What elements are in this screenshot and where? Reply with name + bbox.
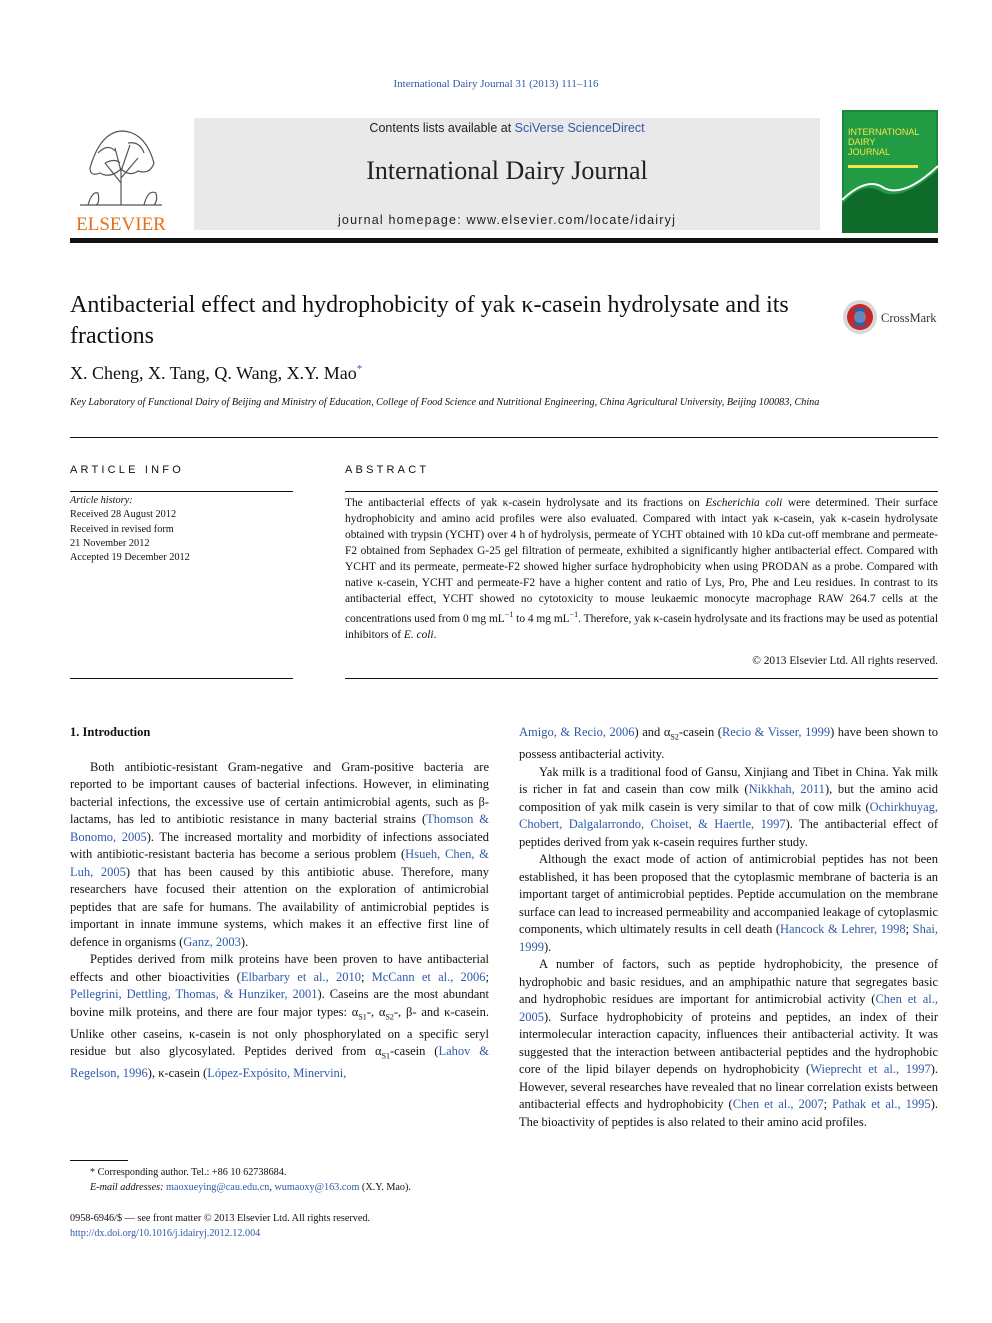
article-info-bottom-rule (70, 678, 293, 679)
citation-link[interactable]: Hsueh, Chen, & Luh, 2005 (70, 847, 489, 879)
svg-text:JOURNAL: JOURNAL (848, 147, 891, 157)
email-line: E-mail addresses: maoxueying@cau.edu.cn, wumaoxy@163.com (X.Y. Mao). (90, 1182, 411, 1193)
citation-link[interactable]: Chen et al., 2005 (519, 992, 938, 1024)
body-paragraph: A number of factors, such as peptide hydrophobicity, the presence of hydrophobic and basic residues, and an amphipathic nature that segregates basic and hydrophobic residues are important for antimicrobial activity (Chen et al., 2005). Surface hydrophobicity of proteins and peptides, an index of their intermolecular interaction capacity, influences their antibacterial activity. It was suggested that the interaction between antibacterial peptides and the hydrophobic core of the lipid bilayer depends on hydrophobicity (Wieprecht et al., 1997). However, several researches have revealed that no linear correlation exists between antibacterial effects and hydrophobicity (Chen et al., 2007; Pathak et al., 1995). The bioactivity of peptides is also related to their amino acid profiles. (519, 957, 939, 1129)
article-info-heading: ARTICLE INFO (70, 464, 184, 476)
citation-link[interactable]: Pellegrini, Dettling, Thomas, & Hunziker, 2001 (70, 987, 318, 1001)
citation-link[interactable]: Nikkhah, 2011 (748, 782, 825, 796)
body-paragraph: Although the exact mode of action of antimicrobial peptides has not been established, it has been proposed that the cytoplasmic membrane of bacteria is an important target of antimicrobial peptides. Peptide accumulation on the membrane surface can lead to increased permeability and accompanied leakage of cytoplasmic components, which ultimately results in cell death (Hancock & Lehrer, 1998; Shai, 1999). (519, 852, 938, 954)
journal-homepage[interactable]: journal homepage: www.elsevier.com/locate/idairyj (337, 213, 677, 227)
history-item: Received in revised form (70, 523, 174, 535)
section-heading-introduction: 1. Introduction (70, 725, 151, 739)
article-info-rule (70, 491, 293, 492)
abstract-rule (345, 491, 938, 492)
body-paragraph: Both antibiotic-resistant Gram-negative and Gram-positive bacteria are reported to be important causes of bacterial infections. However, in eliminating bacterial infections, the excessive use of certain antimicrobial agents, such as β-lactams, has led to antibiotic resistance in many bacterial strains (Thomson & Bonomo, 2005). The increased mortality and morbidity of infections associated with antibiotic-resistant bacteria has become a serious problem (Hsueh, Chen, & Luh, 2005) that has been caused by this antibiotic abuse. Therefore, many researchers have focused their attention on the exploration of antimicrobial peptides that are safe for humans. The availability of antimicrobial peptides is important in innate immune systems, which makes it an effective first line of defence in organisms (Ganz, 2003). (70, 759, 490, 949)
body-column-right (519, 724, 938, 1131)
svg-text:INTERNATIONAL: INTERNATIONAL (848, 127, 920, 137)
article-history (70, 494, 190, 565)
citation-link[interactable]: Elbarbary et al., 2010 (240, 969, 361, 984)
citation-link[interactable]: López-Expósito, Minervini, (207, 1066, 347, 1080)
history-item: Accepted 19 December 2012 (70, 552, 190, 564)
body-column-left (70, 724, 489, 1083)
author-affiliation: Key Laboratory of Functional Dairy of Beijing and Ministry of Education, College of Food Science and Nutritional Engineering, China Agricultural University, Beijing 100083, China (70, 397, 820, 408)
citation-link[interactable]: Ochirkhuyag, Chobert, Dalgalarrondo, Choiset, & Haertle, 1997 (519, 799, 938, 831)
journal-cover-thumbnail[interactable] (842, 110, 938, 233)
citation-link[interactable]: Recio & Visser, 1999 (721, 725, 831, 739)
citation-link[interactable]: Pathak et al., 1995 (832, 1097, 931, 1111)
citation-link[interactable]: Shai, 1999 (519, 922, 938, 954)
issn-block (70, 1212, 370, 1241)
contents-prefix: Contents lists available at (369, 121, 515, 135)
svg-text:CrossMark: CrossMark (881, 311, 937, 325)
citation-link[interactable]: McCann et al., 2006 (371, 969, 486, 984)
contents-available-line (194, 121, 820, 135)
email-suffix: (X.Y. Mao). (361, 1182, 411, 1193)
title-rule (70, 437, 938, 438)
abstract-bottom-rule (345, 678, 938, 679)
issn-line: 0958-6946/$ — see front matter © 2013 Elsevier Ltd. All rights reserved. (70, 1213, 370, 1224)
citation-link[interactable]: Amigo, & Recio, 2006 (519, 725, 635, 739)
article-title: Antibacterial effect and hydrophobicity of yak κ-casein hydrolysate and its fractions (70, 292, 789, 349)
citation-link[interactable]: Hancock & Lehrer, 1998 (780, 922, 906, 936)
sciencedirect-link[interactable]: SciVerse ScienceDirect (514, 121, 645, 135)
abstract-heading: ABSTRACT (345, 464, 430, 476)
citation-link[interactable]: Thomson & Bonomo, 2005 (70, 812, 490, 844)
citation-link[interactable]: Lahov & Regelson, 1996 (70, 1044, 489, 1080)
svg-text:DAIRY: DAIRY (848, 137, 876, 147)
abstract-text: The antibacterial effects of yak κ-casein hydrolysate and its fractions on Escherichia coli were determined. Their surface hydrophobicity and amino acid profiles were also evaluated. Compared with intact yak κ-casein, yak κ-casein hydrolysate obtained with trypsin (YCHT) over 4 h of hydrolysis, permeate of YCHT obtained with 10 kDa cut-off membrane and permeate-F2 obtained from Sephadex G-25 gel filtration of permeate, exhibited a significantly higher antibacterial effect. Compared with YCHT and its permeate, permeate-F2 showed higher surface hydrophobicity when using PRODAN as a probe. Compared with native κ-casein, YCHT and permeate-F2 have a higher content and ratio of Lys, Pro, Phe and Leu residues. In contrast to its antibacterial effect, YCHT showed no cytotoxicity to mouse leukaemic monocyte macrophage RAW 264.7 cells at the concentrations used from 0 mg $mL^{-1}$ to 4 mg $mL^{-1}$. Therefore, yak κ-casein hydrolysate and its fractions may be used as potential inhibitors of E. coli. (345, 497, 938, 641)
svg-text:ELSEVIER: ELSEVIER (76, 214, 166, 233)
citation-link[interactable]: Chen et al., 2007 (732, 1097, 824, 1111)
body-paragraph: Yak milk is a traditional food of Gansu, Xinjiang and Tibet in China. Yak milk is richer in fat and casein than cow milk (Nikkhah, 2011), but the amino acid composition of yak milk casein is very similar to that of cow milk (Ochirkhuyag, Chobert, Dalgalarrondo, Choiset, & Haertle, 1997). The antibacterial effect of peptides derived from yak κ-casein requires further study. (519, 764, 938, 849)
crossmark-badge[interactable] (842, 298, 942, 338)
body-paragraph: Amigo, & Recio, 2006) and $\alpha_{S2}$-casein (Recio & Visser, 1999) have been shown to possess antibacterial activity. (519, 725, 938, 761)
copyright-line: © 2013 Elsevier Ltd. All rights reserved. (752, 655, 938, 667)
history-item: 21 November 2012 (70, 537, 150, 549)
elsevier-logo (70, 113, 172, 233)
corresponding-author-mark[interactable]: * (356, 363, 363, 375)
doi-link[interactable]: http://dx.doi.org/10.1016/j.idairyj.2012.12.004 (70, 1227, 261, 1239)
journal-citation[interactable]: International Dairy Journal 31 (2013) 111–116 (393, 78, 599, 90)
email-link[interactable]: maoxueying@cau.edu.cn (166, 1182, 270, 1193)
footnote (70, 1165, 489, 1195)
citation-link[interactable]: Wieprecht et al., 1997 (810, 1062, 931, 1076)
header-rule (70, 238, 938, 243)
email-label: E-mail addresses: (90, 1182, 164, 1193)
footnote-rule (70, 1160, 128, 1161)
authors-text: X. Cheng, X. Tang, Q. Wang, X.Y. Mao (70, 363, 357, 383)
journal-name: International Dairy Journal (366, 156, 648, 185)
history-item: Received 28 August 2012 (70, 509, 177, 521)
history-label: Article history: (70, 495, 133, 506)
citation-link[interactable]: Ganz, 2003 (183, 934, 241, 949)
corresponding-author-note: * Corresponding author. Tel.: +86 10 62738684. (90, 1167, 287, 1178)
author-list (70, 363, 362, 384)
email-link[interactable]: wumaoxy@163.com (274, 1182, 360, 1193)
body-paragraph: Peptides derived from milk proteins have been proven to have antibacterial effects and other bioactivities (Elbarbary et al., 2010; McCann et al., 2006; Pellegrini, Dettling, Thomas, & Hunziker, 2001). Caseins are the most abundant bovine milk proteins, and there are four major types: $\alpha_{S1}-$, $\alpha_{S2}-$, β- and κ-casein. Unlike other caseins, κ-casein is not only phosphorylated on a specific seryl residue but also glycosylated. Peptides derived from $\alpha_{S1}$-casein (Lahov & Regelson, 1996), κ-casein (López-Expósito, Minervini, (70, 952, 490, 1080)
